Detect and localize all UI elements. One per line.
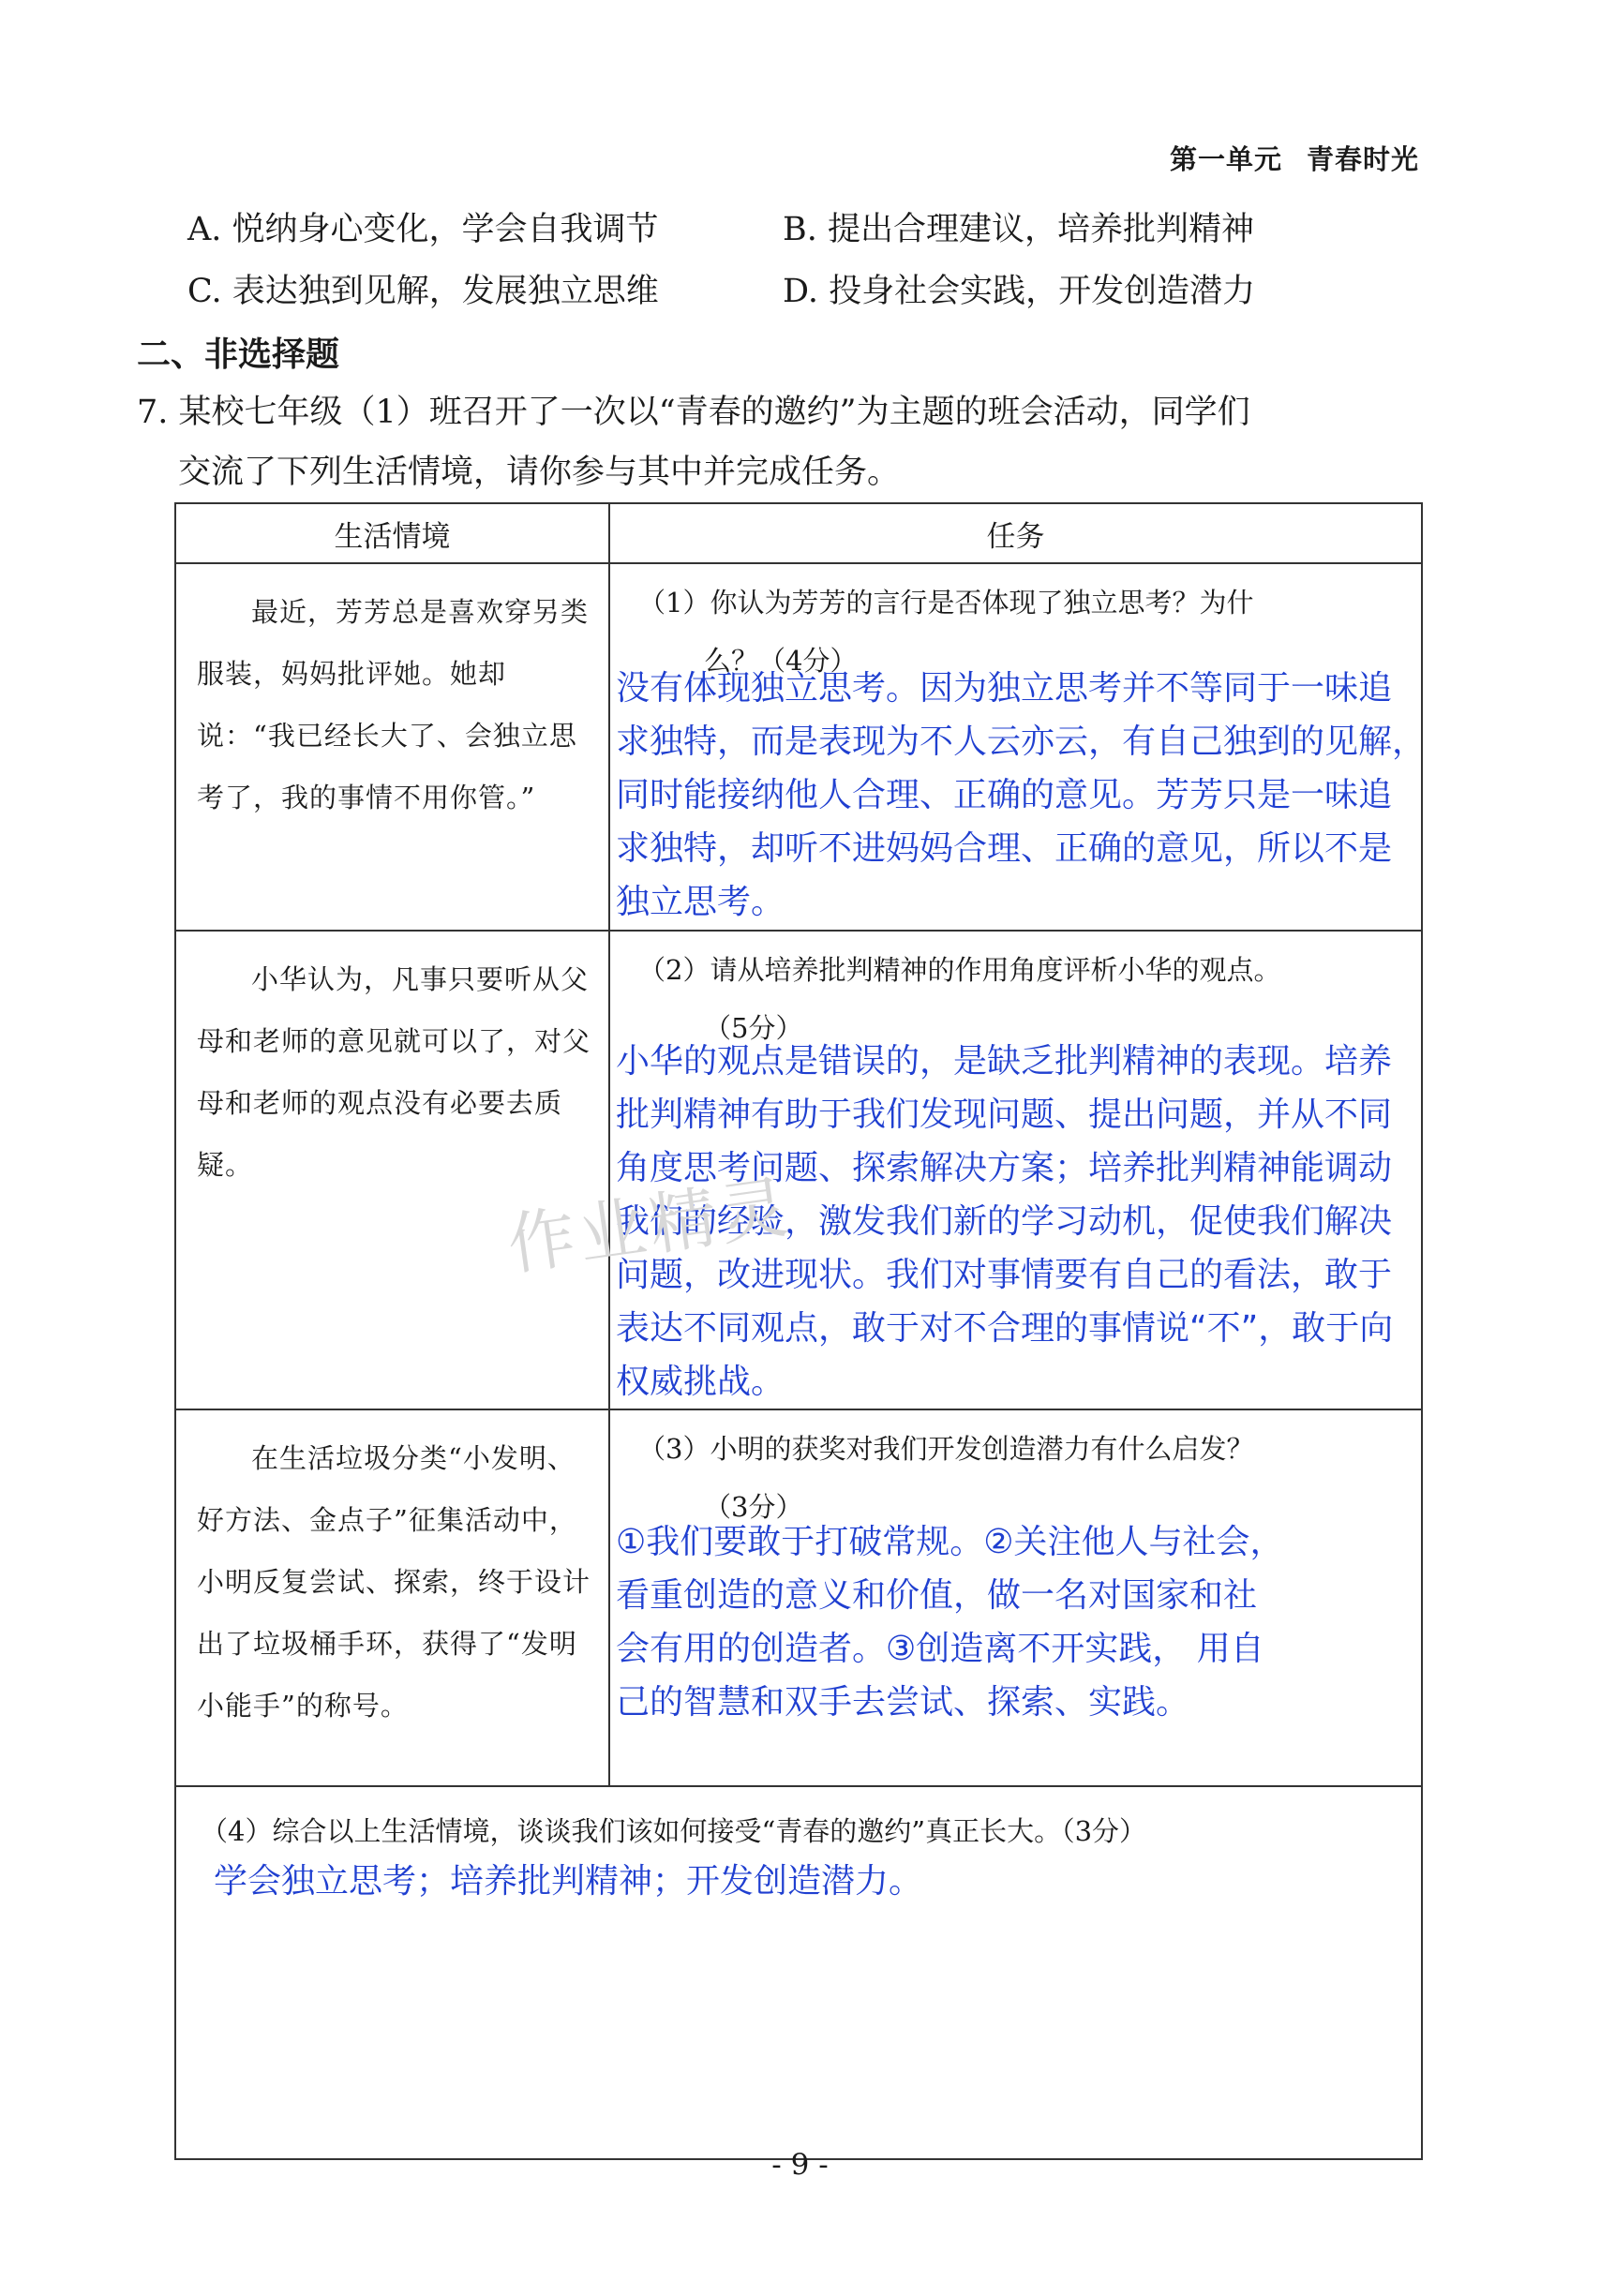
answer-line: 角度思考问题、探索解决方案；培养批判精神能调动 [616,1149,1393,1187]
handwritten-answer [616,1515,1530,1729]
table-header-row [175,503,1422,563]
summary-question: （4）综合以上生活情境，谈谈我们该如何接受“青春的邀约”真正长大。（3分） [201,1815,1147,1847]
context-cell [175,931,609,1409]
option-d: D. 投身社会实践，开发创造潜力 [783,273,1256,310]
table-row [175,931,1422,1409]
answer-line: 看重创造的意义和价值，做一名对国家和社 [616,1576,1258,1615]
context-cell [175,1409,609,1786]
task-question-line: （2）请从培养批判精神的作用角度评析小华的观点。 [638,954,1281,986]
answer-line: 独立思考。 [616,883,785,921]
unit-header [1170,139,1419,177]
summary-cell [175,1786,1422,2159]
header-task: 任务 [609,503,1422,563]
answer-line: 同时能接纳他人合理、正确的意见。芳芳只是一味追 [616,776,1393,814]
task-cell [609,563,1427,931]
context-text: 在生活垃圾分类“小发明、好方法、金点子”征集活动中，小明反复尝试、探索，终于设计出了垃圾桶手环，获得了“发明小能手”的称号。 [197,1442,591,1722]
answer-line: 求独特，却听不进妈妈合理、正确的意见，所以不是 [616,829,1393,868]
option-a: A. 悦纳身心变化，学会自我调节 [187,211,659,248]
task-question-score: （3分） [704,1491,803,1523]
answer-line: ①我们要敢于打破常规。②关注他人与社会， [616,1523,1284,1561]
handwritten-answer [616,662,1530,929]
answer-line: 求独特，而是表现为不人云亦云，有自己独到的见解， [616,723,1427,761]
question-7-line-1: 7. 某校七年级（1）班召开了一次以“青春的邀约”为主题的班会活动，同学们 [137,394,1250,431]
context-cell [175,563,609,931]
table-row [175,1409,1422,1786]
summary-row [175,1786,1422,2159]
answer-line: 问题，改进现状。我们对事情要有自己的看法，敢于 [616,1256,1393,1294]
answer-line: 表达不同观点，敢于对不合理的事情说“不”，敢于向 [616,1309,1394,1348]
section-title: 二、非选择题 [137,335,340,374]
answer-line: 我们的经验，激发我们新的学习动机，促使我们解决 [616,1202,1393,1241]
task-question-line: （3）小明的获奖对我们开发创造潜力有什么启发？ [638,1433,1254,1465]
context-text: 最近，芳芳总是喜欢穿另类服装，妈妈批评她。她却说：“我已经长大了、会独立思考了，我的事情不用你管。” [197,596,590,813]
watermark: 作业精灵 [502,1167,797,1285]
unit-label: 第一单元 [1169,143,1282,175]
task-question-line: （1）你认为芳芳的言行是否体现了独立思考？为什 [638,587,1254,619]
choice-options [187,199,1378,322]
task-question-score: 么？（4分） [704,645,858,677]
context-text: 小华认为，凡事只要听从父母和老师的意见就可以了，对父母和老师的观点没有必要去质疑。 [197,963,591,1181]
answer-line: 权威挑战。 [616,1363,785,1401]
answer-line: 会有用的创造者。③创造离不开实践， 用自 [616,1630,1264,1668]
table-row [175,563,1422,931]
header-context: 生活情境 [175,503,609,563]
question-7-line-2: 交流了下列生活情境，请你参与其中并完成任务。 [178,454,901,491]
unit-title: 青春时光 [1306,143,1419,175]
page-number: - 9 - [771,2148,829,2182]
option-b: B. 提出合理建议，培养批判精神 [783,211,1254,248]
answer-line: 小华的观点是错误的，是缺乏批判精神的表现。培养 [616,1042,1393,1081]
task-table [174,502,1427,2160]
task-question-score: （5分） [704,1012,803,1044]
summary-answer: 学会独立思考；培养批判精神；开发创造潜力。 [214,1862,923,1901]
answer-line: 批判精神有助于我们发现问题、提出问题，并从不同 [616,1096,1393,1134]
answer-line: 己的智慧和双手去尝试、探索、实践。 [616,1683,1190,1722]
option-c: C. 表达独到见解，发展独立思维 [187,273,659,310]
task-cell [609,1409,1422,1786]
question-7-stem [137,382,1430,502]
answer-line: 没有体现独立思考。因为独立思考并不等同于一味追 [616,669,1393,708]
